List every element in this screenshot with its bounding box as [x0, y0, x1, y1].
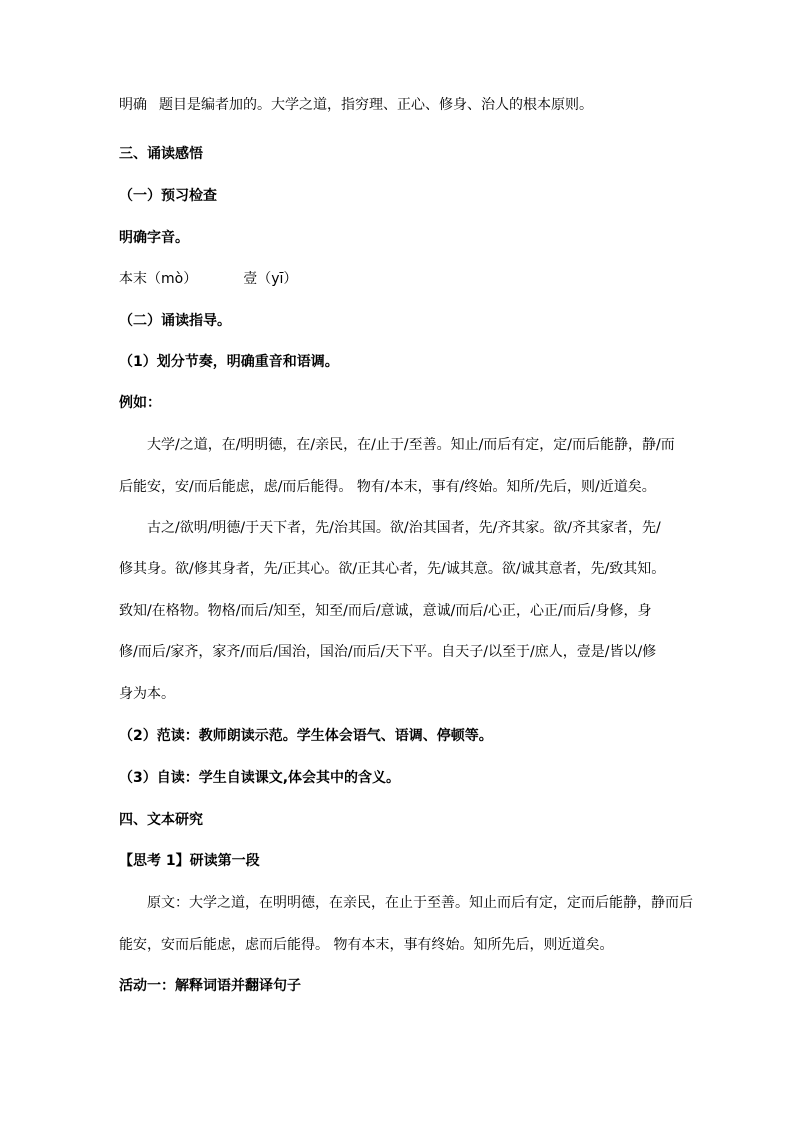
paragraph1-line1: 大学/之道，在/明明德，在/亲民，在/止于/至善。知止/而后有定，定/而后能静，静/而	[147, 437, 675, 453]
sub2-heading: （二）诵读指导。	[119, 313, 231, 329]
original-text-line2: 能安，安而后能虑，虑而后能得。 物有本末，事有终始。知所先后，则近道矣。	[119, 937, 614, 953]
intro-text: 题目是编者加的。大学之道，指穷理、正心、修身、治人的根本原则。	[159, 97, 593, 113]
think1-heading: 【思考 1】研读第一段	[119, 853, 260, 869]
paragraph2-line1: 古之/欲明/明德/于天下者，先/治其国。欲/治其国者，先/齐其家。欲/齐其家者，先/	[147, 520, 661, 536]
pron-item-2: 壹（yī）	[243, 271, 298, 287]
pron-item-1: 本末（mò）	[119, 271, 198, 287]
pronunciation-heading: 明确字音。	[119, 230, 189, 246]
example-label: 例如：	[119, 395, 161, 411]
paragraph2-line2: 修其身。欲/修其身者，先/正其心。欲/正其心者，先/诚其意。欲/诚其意者，先/致其知。	[119, 561, 666, 577]
step2-line: （2）范读：教师朗读示范。学生体会语气、语调、停顿等。	[119, 728, 493, 744]
step1-line: （1）划分节奏，明确重音和语调。	[119, 354, 339, 370]
section4-heading: 四、文本研究	[119, 812, 203, 828]
step3-line: （3）自读：学生自读课文,体会其中的含义。	[119, 770, 401, 786]
activity1-heading: 活动一：解释词语并翻译句子	[119, 978, 301, 994]
paragraph2-line4: 修/而后/家齐，家齐/而后/国治，国治/而后/天下平。自天子/以至于/庶人，壹是/皆以/修	[119, 644, 657, 660]
intro-term: 明确	[119, 97, 147, 113]
section3-heading: 三、诵读感悟	[119, 146, 203, 162]
pronunciation-line	[119, 270, 297, 288]
paragraph2-line5: 身为本。	[119, 686, 175, 702]
paragraph2-line3: 致知/在格物。物格/而后/知至，知至/而后/意诚，意诚/而后/心正，心正/而后/身修，身	[119, 603, 652, 619]
sub1-heading: （一）预习检查	[119, 188, 217, 204]
original-text-line1: 原文：大学之道，在明明德，在亲民，在止于至善。知止而后有定，定而后能静，静而后	[147, 895, 693, 911]
paragraph1-line2: 后能安，安/而后能虑，虑/而后能得。 物有/本末，事有/终始。知所/先后，则/近道矣。	[119, 479, 656, 495]
intro-line	[119, 96, 593, 114]
